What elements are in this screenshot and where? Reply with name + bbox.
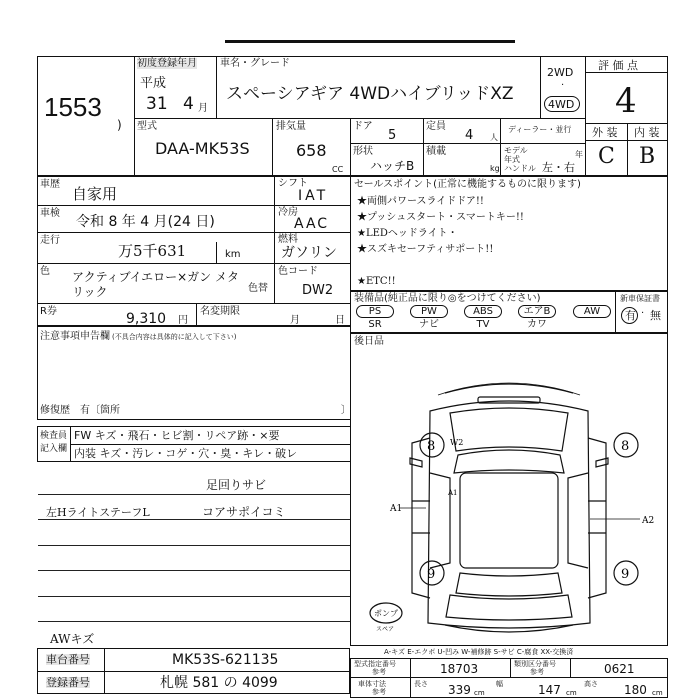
model: DAA-MK53S (155, 139, 250, 158)
spare-mark: ポンプ (374, 609, 398, 618)
grade-head-line (585, 140, 668, 141)
usage-label: 車歴 (40, 179, 60, 190)
capacity: 4 (465, 128, 474, 143)
tire-fr-mark: 8 (621, 439, 630, 454)
rear-window (456, 573, 562, 596)
selling-title: セールスポイント(正常に機能するものに限ります) (354, 179, 581, 190)
equipment-title: 装備品(純正品に限り◎をつけてください) (354, 293, 541, 304)
class-sub: 参考 (530, 668, 544, 676)
sheet-header-cut (225, 30, 515, 43)
warranty-no: 無 (650, 309, 661, 322)
spare-sub: スペア (376, 626, 395, 633)
equip-sr: SR (368, 319, 382, 330)
capacity-label: 定員 (426, 121, 446, 132)
handle-label: ハンドル (504, 164, 536, 173)
reg-month-unit: 月 (198, 103, 208, 114)
reg-no: 札幌 581 の 4099 (160, 675, 278, 691)
spec-div2 (350, 118, 351, 176)
displacement-unit: CC (332, 165, 344, 174)
repair-close: 〕 (341, 405, 351, 416)
mileage-label: 走行 (40, 235, 60, 246)
inspector-label-2: 記入欄 (40, 444, 68, 454)
drive-2wd: 2WD (547, 66, 574, 79)
spec-div4 (500, 118, 501, 176)
first-reg-label: 初度登録年月 (137, 58, 197, 69)
front-bumper (445, 384, 573, 393)
name-change-day: 日 (335, 315, 345, 326)
chassis-label: 車台番号 (46, 653, 90, 666)
ruled-line-4 (38, 570, 350, 571)
reg-line4 (37, 303, 351, 304)
height-unit: cm (652, 689, 663, 697)
color-code-label: 色コード (278, 266, 318, 277)
equip-leather: カワ (527, 319, 547, 330)
height: 180 (624, 683, 647, 697)
ruled-line-3 (38, 545, 350, 546)
type-cert: 18703 (440, 662, 479, 676)
shape-label: 形状 (353, 146, 373, 157)
score-divider (585, 56, 586, 176)
car-body-outline (428, 401, 590, 628)
notes-subtitle: (不具合内容は具体的に記入して下さい) (112, 333, 237, 341)
recycle-label: R券 (40, 306, 57, 317)
height-label: 高さ (584, 680, 598, 688)
fr-div1 (410, 658, 411, 698)
lot-number: 1553 (44, 92, 102, 122)
fuel-label: 燃料 (278, 234, 298, 245)
class-no: 0621 (604, 662, 635, 676)
type-cert-sub: 参考 (372, 668, 386, 676)
shift: IAT (298, 188, 329, 204)
right-side (588, 438, 606, 598)
name-change-month: 月 (290, 315, 300, 326)
tire-fl-mark: 8 (427, 439, 436, 454)
color: アクティブイエロー×ガン メタリック (72, 270, 239, 299)
lot-paren: ) (117, 118, 122, 132)
ruled-line-1 (38, 494, 350, 495)
reg-recycle-div (196, 303, 197, 326)
hand-note-4: AWキズ (50, 632, 95, 646)
load-unit: kg (490, 164, 500, 173)
equip-abs: ABS (464, 305, 502, 318)
reg-line1 (37, 205, 351, 206)
fr-div2 (510, 658, 511, 677)
hand-note-1: 足回りサビ (206, 478, 267, 492)
equip-ps: PS (356, 305, 394, 318)
class-label: 類別区分番号 (514, 660, 556, 668)
mileage: 万5千631 (118, 242, 187, 260)
spec-div3 (423, 118, 424, 176)
year-suffix: 年 (575, 150, 583, 159)
lot-divider (134, 56, 135, 176)
era: 平成 (140, 76, 167, 91)
grade-divider (627, 123, 628, 176)
inspection: 令和 8 年 4 月(24 日) (76, 214, 215, 230)
width-unit: cm (566, 689, 577, 697)
warranty-yes: 有 (625, 309, 636, 322)
color-label: 色 (40, 266, 50, 277)
hood (450, 408, 568, 451)
selling-item-1: ★両側パワースライドドア!! (357, 196, 484, 207)
hand-note-2: 左HライトステーフL (46, 506, 150, 519)
equip-tv: TV (476, 319, 490, 330)
equip-pw: PW (410, 305, 448, 318)
inspector-line-2: 内装 キズ・汚レ・コゲ・穴・臭・キレ・破レ (74, 447, 298, 460)
inspector-mid (70, 444, 351, 445)
displacement: 658 (296, 141, 327, 160)
inspector-label-1: 検査員 (40, 431, 68, 441)
score-head-line (585, 72, 668, 73)
repair-value: 有〔箇所 (80, 405, 120, 416)
selling-item-3: ★LEDヘッドライト・ (357, 228, 458, 239)
score-value: 4 (615, 81, 637, 121)
footer-div (104, 648, 105, 694)
car-name-label: 車名・グレード (220, 58, 290, 69)
fr-div3 (570, 658, 571, 677)
exterior-grade: C (598, 144, 615, 169)
reg-no-label: 登録番号 (46, 676, 90, 689)
back-items-label: 後日品 (354, 336, 384, 347)
handle: 左・右 (542, 161, 575, 174)
tailgate (446, 595, 572, 620)
recycle-value: 9,310 (126, 311, 167, 327)
warranty-label: 新車保証書 (620, 294, 660, 303)
selling-item-2: ★プッシュスタート・スマートキー!! (357, 212, 524, 223)
width-label: 幅 (496, 680, 503, 688)
doors: 5 (388, 128, 397, 143)
notes-title: 注意事項申告欄 (40, 331, 110, 342)
equip-navi: ナビ (419, 319, 439, 330)
score-label: 評 価 点 (598, 59, 638, 72)
mileage-unit-div (216, 242, 217, 263)
spec-div1 (272, 118, 273, 176)
dims-label: 車体寸法 (358, 680, 386, 688)
name-change-label: 名変期限 (200, 306, 240, 317)
reg-color-div (274, 263, 275, 303)
name-divider (216, 56, 217, 118)
length: 339 (448, 683, 471, 697)
model-year-label: モデル年式 (504, 146, 528, 164)
hand-note-3: コアサポイコミ (202, 505, 286, 519)
color-code: DW2 (302, 283, 334, 298)
mark-a2-right: A2 (642, 516, 655, 526)
drive-dot: · (561, 80, 565, 91)
mileage-unit: km (225, 249, 241, 260)
reg-shift-div (274, 176, 275, 263)
color-no-label: 色替 (248, 283, 268, 294)
reg-line3 (37, 263, 351, 264)
tire-rr-mark: 9 (621, 567, 630, 582)
inspection-label: 車検 (40, 208, 60, 219)
drive-4wd: 4WD (548, 98, 575, 111)
exterior-label: 外 装 (592, 126, 618, 139)
ruled-line-6 (38, 621, 350, 622)
ruled-line-5 (38, 596, 350, 597)
load-label: 積載 (426, 146, 446, 157)
equip-airbag: エアB (518, 305, 556, 318)
warranty-div (615, 291, 616, 333)
model-label: 型式 (137, 121, 157, 132)
footer-mid (37, 671, 350, 672)
tire-rl-mark: 9 (427, 567, 436, 582)
reg-year: 31 (146, 94, 168, 114)
capacity-unit: 人 (490, 133, 498, 142)
interior-label: 内 装 (634, 126, 660, 139)
repair-label: 修復歴 (40, 405, 70, 416)
dims-sub: 参考 (372, 688, 386, 696)
selling-item-4: ★スズキセーフティサポート!! (357, 244, 494, 255)
warranty-dot: · (641, 308, 645, 319)
drive-divider (540, 56, 541, 118)
ac: AAC (294, 216, 330, 232)
recycle-unit: 円 (178, 315, 188, 326)
length-label: 長さ (414, 680, 428, 688)
dealer-label: ディーラー・並行 (508, 125, 572, 134)
displacement-label: 排気量 (276, 121, 306, 132)
mark-a1-center: A1 (448, 489, 458, 497)
windshield (454, 450, 564, 473)
type-cert-label: 型式指定番号 (354, 660, 396, 668)
width: 147 (538, 683, 561, 697)
interior-grade: B (639, 144, 656, 169)
shift-label: シフト (278, 178, 308, 189)
inspector-line-1: FW キズ・飛石・ヒビ割・リペア跡・×要 (74, 429, 280, 442)
fuel: ガソリン (281, 245, 337, 261)
length-unit: cm (474, 689, 485, 697)
doors-label: ドア (353, 121, 373, 132)
car-name: スペーシアギア 4WDハイブリッドXZ (226, 84, 514, 104)
header-row-line (134, 118, 585, 119)
selling-item-5: ★ETC!! (357, 276, 396, 287)
ac-label: 冷房 (278, 207, 298, 218)
car-diagram (350, 333, 668, 646)
reg-month: 4 (183, 94, 194, 114)
damage-legend: A-キズ E-エクボ U-凹み W-補修跡 S-サビ C-腐食 XX-交換済 (384, 648, 574, 656)
roof (460, 473, 558, 568)
mark-w2: W2 (450, 438, 464, 447)
usage: 自家用 (72, 185, 118, 203)
equip-aw: AW (573, 305, 611, 318)
mark-a1-left: A1 (390, 504, 403, 514)
chassis: MK53S-621135 (172, 652, 279, 668)
shape: ハッチB (370, 159, 415, 173)
